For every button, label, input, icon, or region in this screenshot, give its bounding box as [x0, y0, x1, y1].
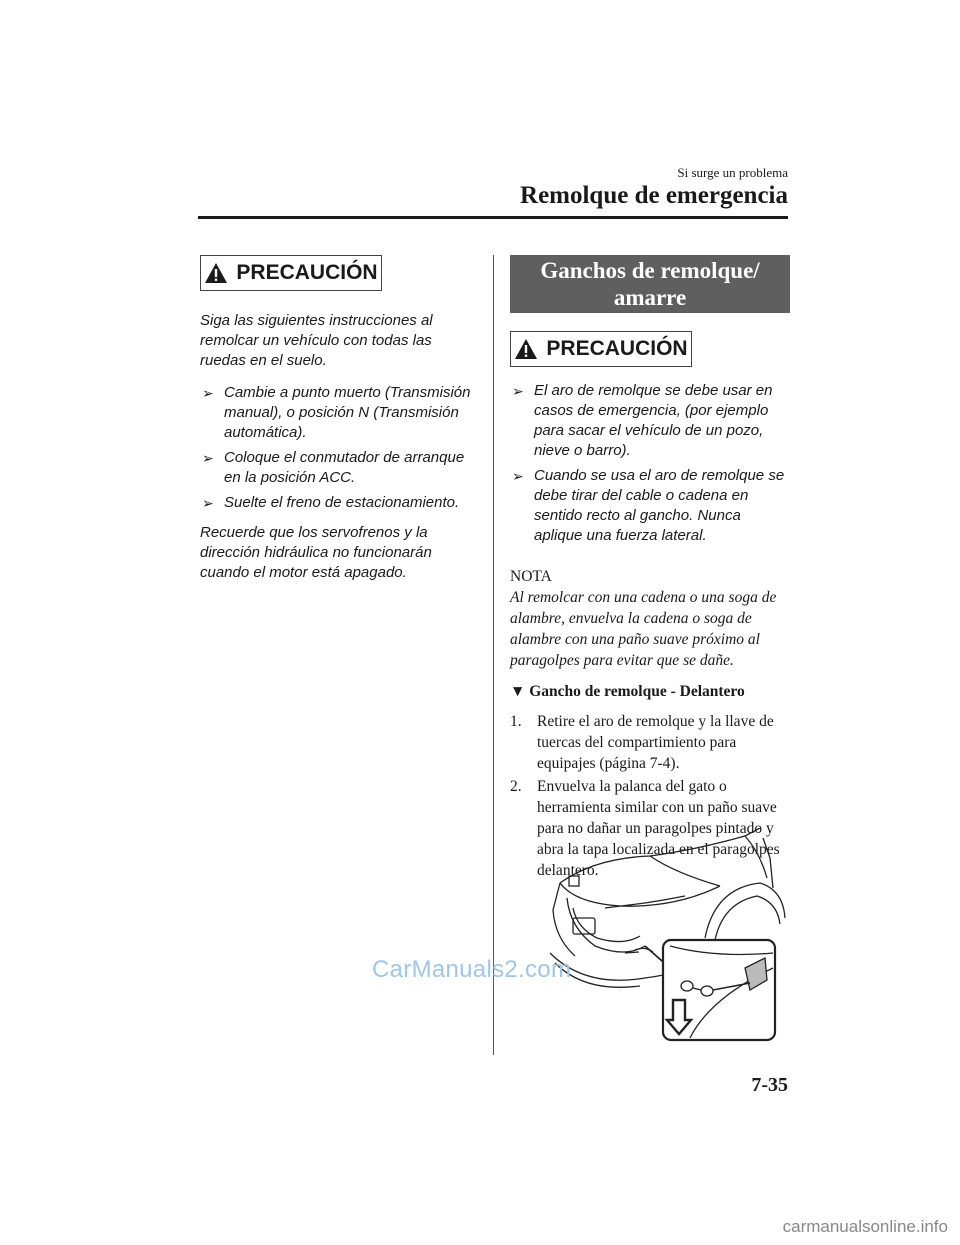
watermark: CarManuals2.com	[372, 956, 572, 983]
arrow-bullet-icon: ➢	[512, 468, 524, 484]
list-item: ➢ Coloque el conmutador de arranque en la posición ACC.	[202, 449, 465, 486]
caution-label: PRECAUCIÓN	[546, 337, 688, 360]
running-header-title: Remolque de emergencia	[520, 182, 788, 209]
arrow-bullet-icon: ➢	[202, 450, 214, 466]
footer-site-label: carmanualsonline.info	[782, 1217, 948, 1236]
down-triangle-icon: ▼	[510, 683, 526, 700]
caution-bullet-list	[510, 381, 790, 546]
list-item: 1. Retire el aro de remolque y la llave de tuercas del compartimiento para equipajes (página 7-4).	[510, 713, 774, 772]
arrow-bullet-icon: ➢	[512, 383, 524, 399]
list-item: ➢ El aro de remolque se debe usar en casos de emergencia, (por ejemplo para sacar el vehículo de un pozo, nieve o barro).	[512, 382, 773, 459]
page-number: 7-35	[751, 1074, 788, 1096]
warning-triangle-icon	[514, 338, 538, 360]
note-title: NOTA	[510, 568, 552, 585]
note-text: Al remolcar con una cadena o una soga de alambre, envuelva la cadena o soga de alambre con una paño suave próximo al paragolpes para evitar que se dañe.	[510, 589, 777, 669]
warning-triangle-icon	[204, 262, 228, 284]
subsection-heading: ▼ Gancho de remolque - Delantero	[510, 683, 745, 700]
caution-label-box	[200, 255, 382, 291]
caution-closing: Recuerde que los servofrenos y la dirección hidráulica no funcionarán cuando el motor está apagado.	[200, 524, 432, 581]
caution-label-box	[510, 331, 692, 367]
running-header-section: Si surge un problema	[677, 165, 788, 180]
caution-bullet-list	[200, 383, 475, 513]
list-item: ➢ Cambie a punto muerto (Transmisión manual), o posición N (Transmisión automática).	[202, 384, 471, 441]
header-rule	[198, 216, 788, 219]
right-column	[510, 255, 790, 883]
arrow-bullet-icon: ➢	[202, 385, 214, 401]
tow-hook-illustration	[545, 828, 790, 1043]
caution-body	[200, 311, 475, 583]
caution-intro: Siga las siguientes instrucciones al remolcar un vehículo con todas las ruedas en el suelo.	[200, 312, 433, 369]
list-item: ➢ Suelte el freno de estacionamiento.	[202, 494, 460, 511]
arrow-bullet-icon: ➢	[202, 495, 214, 511]
list-item: ➢ Cuando se usa el aro de remolque se debe tirar del cable o cadena en sentido recto al gancho. Nunca aplique una fuerza lateral.	[512, 467, 785, 544]
left-column	[200, 255, 475, 595]
caution-label: PRECAUCIÓN	[236, 261, 378, 284]
section-heading: Ganchos de remolque/ amarre	[510, 255, 790, 313]
list-item: 2. Envuelva la palanca del gato o herramienta similar con un paño suave para no dañar un paragolpes pintado y abra la tapa localizada en el paragolpes delantero.	[510, 778, 780, 879]
column-divider	[493, 255, 494, 1055]
